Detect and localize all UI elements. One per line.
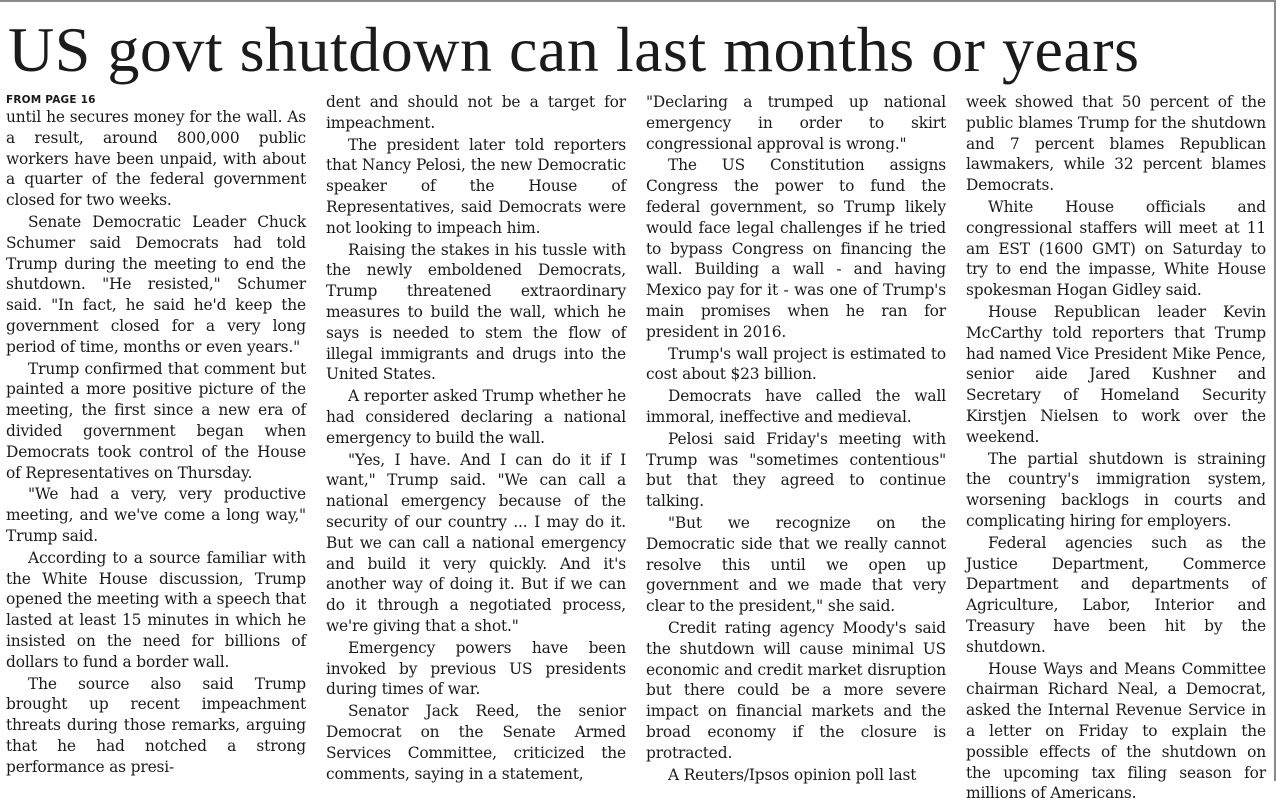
paragraph: dent and should not be a target for impeachment. xyxy=(326,93,626,132)
column-3 xyxy=(646,92,946,805)
paragraph: According to a source familiar with the White House discussion, Trump opened the meeting with a speech that lasted at least 15 minutes in which he insisted on the need for billions of dollars to fund a border wall. xyxy=(6,548,306,671)
continuation-kicker: FROM PAGE 16 xyxy=(6,94,96,106)
column-4 xyxy=(966,92,1266,805)
paragraph: "Yes, I have. And I can do it if I want," Trump said. "We can call a national emergency because of the security of our country ... I may do it. But we can call a national emergency and build it very quickly. And it's another way of doing it. But if we can do it through a negotiated process, we're giving that a shot." xyxy=(326,450,626,635)
paragraph: week showed that 50 percent of the public blames Trump for the shutdown and 7 percent blames Republican lawmakers, while 32 percent blames Democrats. xyxy=(966,93,1266,195)
paragraph: Emergency powers have been invoked by previous US presidents during times of war. xyxy=(326,638,626,699)
column-1 xyxy=(6,92,306,805)
paragraph: The president later told reporters that Nancy Pelosi, the new Democratic speaker of the House of Representatives, said Democrats were not looking to impeach him. xyxy=(326,135,626,237)
paragraph: Raising the stakes in his tussle with the newly emboldened Democrats, Trump threatened extraordinary measures to build the wall, which he says is needed to stem the flow of illegal immigrants and drugs into the United States. xyxy=(326,240,626,384)
paragraph: A Reuters/Ipsos opinion poll last xyxy=(668,765,917,784)
column-2 xyxy=(326,92,626,805)
paragraph: "We had a very, very productive meeting, and we've come a long way," Trump said. xyxy=(6,485,306,545)
paragraph: Trump's wall project is estimated to cost about $23 billion. xyxy=(646,344,946,384)
paragraph: "But we recognize on the Democratic side that we really cannot resolve this until we open up government and we made that very clear to the president," she said. xyxy=(646,513,946,616)
paragraph: Democrats have called the wall immoral, ineffective and medieval. xyxy=(646,387,946,426)
paragraph: Senator Jack Reed, the senior Democrat on the Senate Armed Services Committee, criticized the comments, saying in a statement, xyxy=(326,702,626,783)
paragraph: House Republican leader Kevin McCarthy told reporters that Trump had named Vice President Mike Pence, senior aide Jared Kushner and Secretary of Homeland Security Kirstjen Nielsen to work over the weekend. xyxy=(966,302,1266,446)
paragraph: The US Constitution assigns Congress the power to fund the federal government, so Trump likely would face legal challenges if he tried to bypass Congress on financing the wall. Building a wall - and having Mexico pay for it - was one of Trump's main promises when he ran for president in 2016. xyxy=(646,156,946,341)
paragraph: The source also said Trump brought up recent impeachment threats during those remarks, arguing that he had notched a strong performance as presi- xyxy=(6,674,306,776)
paragraph: The partial shutdown is straining the country's immigration system, worsening backlogs in courts and complicating hiring for employers. xyxy=(966,449,1266,530)
paragraph: White House officials and congressional staffers will meet at 11 am EST (1600 GMT) on Saturday to try to end the impasse, White House spokesman Hogan Gidley said. xyxy=(966,197,1266,300)
paragraph: Federal agencies such as the Justice Department, Commerce Department and departments of Agriculture, Labor, Interior and Treasury have been hit by the shutdown. xyxy=(966,533,1266,656)
paragraph: Credit rating agency Moody's said the shutdown will cause minimal US economic and credit market disruption but there could be a more severe impact on financial markets and the broad economy if the closure is protracted. xyxy=(646,618,946,762)
paragraph: "Declaring a trumped up national emergency in order to skirt congressional approval is wrong." xyxy=(646,93,946,153)
article-body xyxy=(6,92,1268,803)
paragraph: Senate Democratic Leader Chuck Schumer said Democrats had told Trump during the meeting to end the shutdown. "He resisted," Schumer said. "In fact, he said he'd keep the government closed for a very long period of time, months or even years." xyxy=(6,212,306,356)
headline: US govt shutdown can last months or years xyxy=(8,14,1140,85)
paragraph: Pelosi said Friday's meeting with Trump was "sometimes contentious" but that they agreed to continue talking. xyxy=(646,429,946,511)
paragraph: Trump confirmed that comment but painted a more positive picture of the meeting, the first since a new era of divided government began when Democrats took control of the House of Representatives on Thursday. xyxy=(6,359,306,482)
paragraph: A reporter asked Trump whether he had considered declaring a national emergency to build the wall. xyxy=(326,387,626,447)
paragraph: House Ways and Means Committee chairman Richard Neal, a Democrat, asked the Internal Revenue Service in a letter on Friday to explain the possible effects of the shutdown on the upcoming tax filing season for millions of Americans. xyxy=(966,659,1266,803)
paragraph: until he secures money for the wall. As a result, around 800,000 public workers have been unpaid, with about a quarter of the federal government closed for two weeks. xyxy=(6,108,306,210)
